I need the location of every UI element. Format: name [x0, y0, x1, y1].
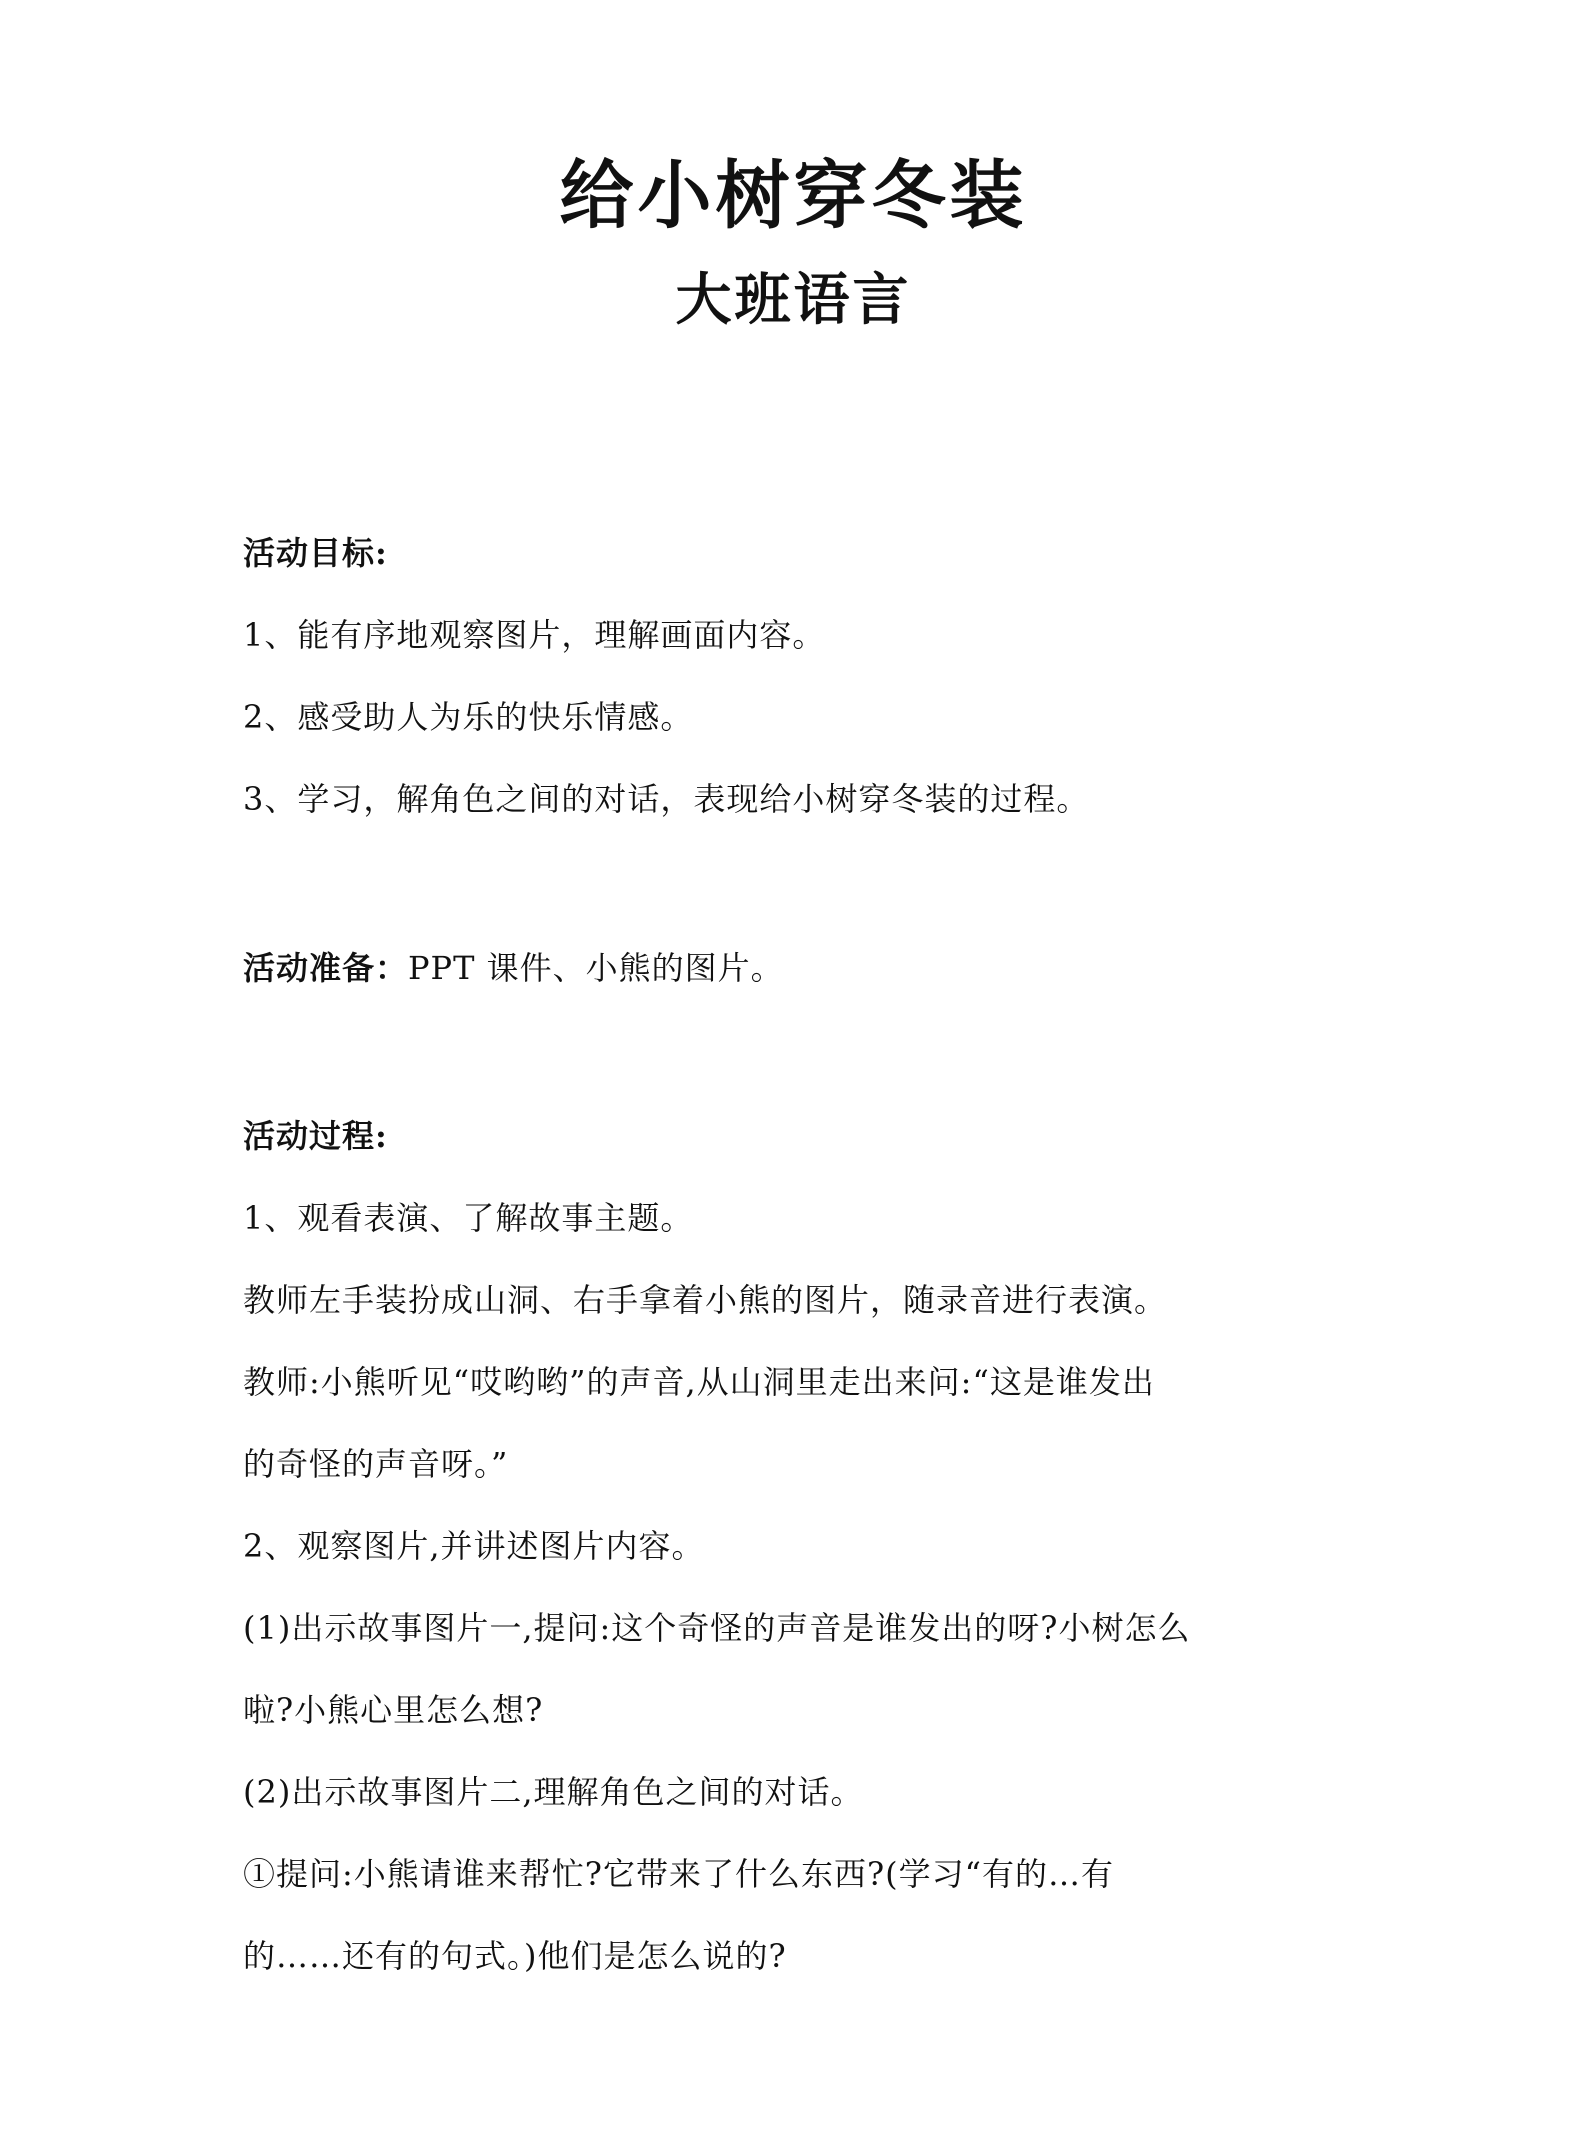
process-line: 的……还有的句式。)他们是怎么说的? — [243, 1937, 787, 1975]
preparation-line — [243, 946, 1353, 990]
process-line: 教师左手装扮成山洞、右手拿着小熊的图片，随录音进行表演。 — [243, 1281, 1168, 1319]
goal-item: 1、能有序地观察图片，理解画面内容。 — [243, 616, 826, 654]
process-line: (2)出示故事图片二,理解角色之间的对话。 — [243, 1773, 864, 1811]
goals-heading: 活动目标: — [243, 534, 388, 572]
goal-item: 3、学习，解角色之间的对话，表现给小树穿冬装的过程。 — [243, 780, 1090, 818]
process-line: (1)出示故事图片一,提问:这个奇怪的声音是谁发出的呀?小树怎么 — [243, 1609, 1191, 1647]
process-line: 2、观察图片,并讲述图片内容。 — [243, 1527, 705, 1565]
preparation-text: PPT 课件、小熊的图片。 — [408, 949, 784, 987]
goal-item: 2、感受助人为乐的快乐情感。 — [243, 698, 694, 736]
document-subtitle: 大班语言 — [675, 267, 912, 333]
preparation-heading: 活动准备： — [243, 949, 409, 987]
document-title: 给小树穿冬装 — [559, 153, 1028, 239]
process-line: 的奇怪的声音呀。” — [243, 1445, 509, 1483]
process-heading: 活动过程: — [243, 1117, 388, 1155]
process-line: 1、观看表演、了解故事主题。 — [243, 1199, 694, 1237]
process-line: 啦?小熊心里怎么想? — [243, 1691, 544, 1729]
process-line: ①提问:小熊请谁来帮忙?它带来了什么东西?(学习“有的…有 — [243, 1855, 1114, 1893]
process-line: 教师:小熊听见“哎哟哟”的声音,从山洞里走出来问:“这是谁发出 — [243, 1363, 1155, 1401]
